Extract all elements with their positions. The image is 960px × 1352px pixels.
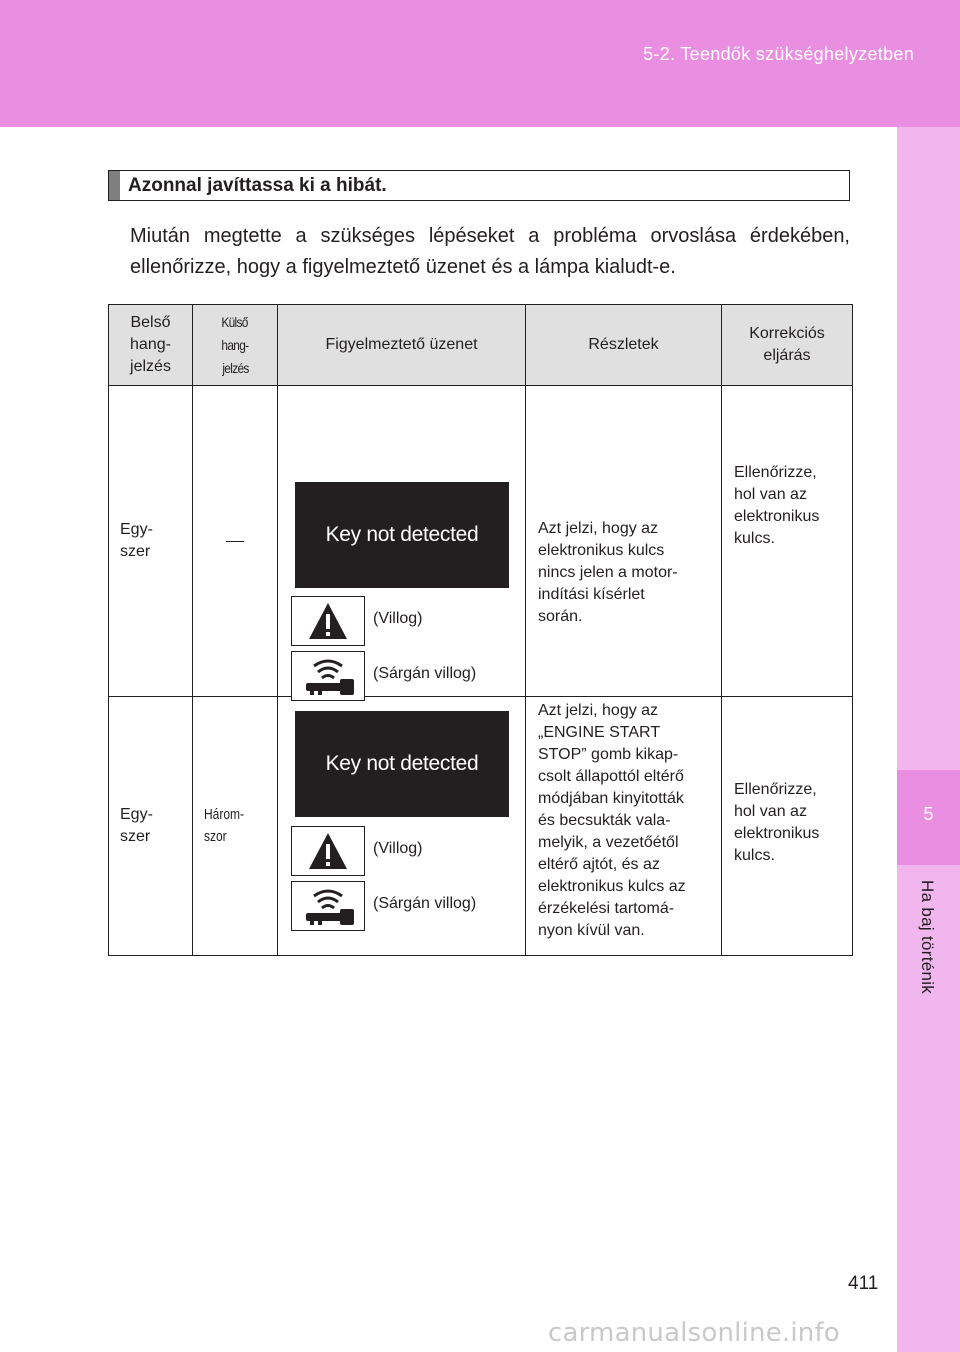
section-heading: Azonnal javíttassa ki a hibát. (128, 175, 387, 196)
none-dash (226, 541, 244, 542)
details-cell: Azt jelzi, hogy az elektronikus kulcs nincs jelen a motor- indítási kísérlet során. (526, 386, 722, 697)
header-warning-message: Figyelmeztető üzenet (278, 305, 526, 386)
section-heading-bar (108, 170, 850, 201)
chapter-number: 5 (923, 804, 934, 824)
smart-key-indicator-icon (291, 881, 365, 931)
section-breadcrumb: 5-2. Teendők szükséghelyzetben (643, 44, 914, 64)
correction-cell: Ellenőrizze, hol van az elektronikus kulcs. (722, 697, 853, 956)
chapter-side-tab (897, 127, 960, 1352)
internal-buzzer-cell: Egy- szer (109, 697, 193, 956)
page-number: 411 (848, 1273, 879, 1294)
flash-amber-label: (Sárgán villog) (373, 665, 477, 682)
flash-amber-label: (Sárgán villog) (373, 895, 477, 912)
table-row (109, 386, 853, 697)
table-row (109, 697, 853, 956)
heading-accent (109, 171, 120, 200)
table-header-row (109, 305, 853, 386)
warning-table (108, 304, 853, 956)
flash-label: (Villog) (373, 610, 423, 627)
warning-triangle-icon (291, 826, 365, 876)
internal-buzzer-cell: Egy- szer (109, 386, 193, 697)
external-buzzer-cell: Három- szor (193, 697, 278, 956)
warning-message-cell (278, 697, 526, 956)
warning-triangle-icon (291, 596, 365, 646)
chapter-title: Ha baj történik (918, 880, 937, 995)
details-cell: Azt jelzi, hogy az „ENGINE START STOP” gomb kikap- csolt állapottól eltérő módjában kinyitották és becsukták vala- melyik, a vezetőétől eltérő ajtót, és az elektronikus kulcs az érzékelési tartomá- nyon kívül van. (526, 697, 722, 956)
intro-paragraph: Miután megtette a szükséges lépéseket a probléma orvoslása érdekében, ellenőrizze, hogy a figyelmeztető üzenet és a lámpa kialudt-e. (130, 225, 850, 278)
header-internal-buzzer: Belső hang- jelzés (109, 305, 193, 386)
warning-message-cell (278, 386, 526, 697)
display-screen: Key not detected (295, 482, 509, 588)
watermark: carmanualsonline.info (548, 1318, 840, 1348)
external-buzzer-cell (193, 386, 278, 697)
header-external-buzzer: Külső hang- jelzés (193, 305, 278, 386)
header-details: Részletek (526, 305, 722, 386)
header-correction: Korrekciós eljárás (722, 305, 853, 386)
smart-key-indicator-icon (291, 651, 365, 701)
display-screen: Key not detected (295, 711, 509, 817)
flash-label: (Villog) (373, 840, 423, 857)
correction-cell: Ellenőrizze, hol van az elektronikus kulcs. (722, 386, 853, 697)
